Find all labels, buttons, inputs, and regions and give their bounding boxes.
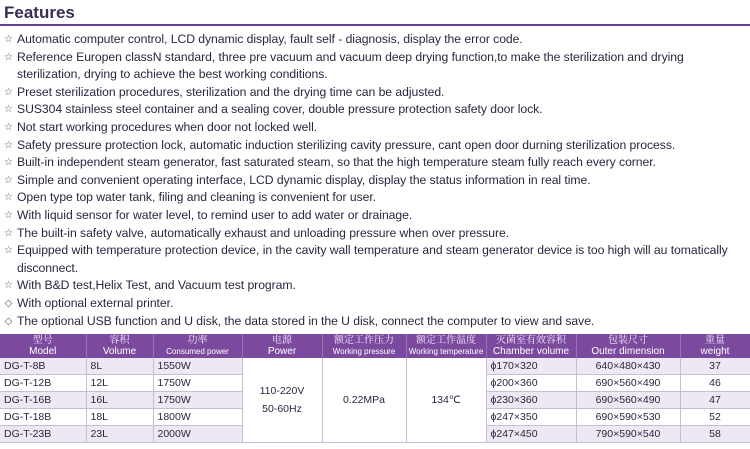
- column-header-power: 电源 Power: [242, 334, 322, 358]
- power-supply-cell: [242, 358, 322, 443]
- feature-text: Simple and convenient operating interface, LCD dynamic display, display the status information in real time.: [17, 172, 591, 187]
- feature-item: [0, 154, 750, 172]
- feature-text: Preset sterilization procedures, sterilization and the drying time can be adjusted.: [17, 84, 445, 99]
- feature-text: Not start working procedures when door not locked well.: [17, 119, 318, 134]
- feature-text: Automatic computer control, LCD dynamic display, fault self - diagnosis, display the error code.: [17, 32, 523, 46]
- consumed-power-cell: 1550W: [153, 358, 242, 375]
- header: [0, 0, 750, 26]
- feature-text: Open type top water tank, filing and cleaning is convenient for user.: [17, 190, 377, 205]
- consumed-power-cell: 2000W: [153, 426, 242, 443]
- power-supply-voltage: 110-220V: [259, 385, 305, 397]
- feature-text: The built-in safety valve, automatically exhaust and unloading pressure when over pressure.: [17, 225, 510, 240]
- feature-item: [0, 189, 750, 207]
- column-header-volume: 容积 Volume: [86, 334, 153, 358]
- consumed-power-cell: 1800W: [153, 409, 242, 426]
- feature-text: Built-in independent steam generator, fast saturated steam, so that the high temperature steam fully reach every corner.: [17, 155, 656, 170]
- feature-item: [0, 295, 750, 313]
- chamber-volume-cell: ϕ247×350: [486, 409, 576, 426]
- star-bullet-icon: ☆: [4, 104, 13, 116]
- column-header-chamber-volume: 灭菌室有效容积 Chamber volume: [486, 334, 576, 358]
- feature-item: [0, 277, 750, 295]
- weight-cell: 46: [680, 375, 750, 392]
- volume-cell: 18L: [86, 409, 153, 426]
- table-row: [0, 358, 750, 375]
- column-header-working-pressure: 额定工作压力 Working pressure: [322, 334, 406, 358]
- feature-text: With liquid sensor for water level, to remind user to add water or drainage.: [17, 207, 413, 222]
- outer-dimension-cell: 640×480×430: [576, 358, 680, 375]
- feature-item: [0, 207, 750, 225]
- model-cell: DG-T-8B: [0, 358, 86, 375]
- column-header-working-temperature: 额定工作温度 Working temperature: [406, 334, 486, 358]
- feature-text: With B&D test,Helix Test, and Vacuum test program.: [17, 278, 296, 293]
- feature-item: [0, 49, 750, 84]
- feature-text: Reference Europen classN standard, three pre vacuum and vacuum deep drying function,to make the sterilization and drying sterilization, drying to achieve the best working conditions.: [17, 49, 684, 82]
- feature-item: [0, 84, 750, 102]
- features-list: [0, 31, 750, 330]
- diamond-bullet-icon: ◇: [4, 315, 13, 327]
- star-bullet-icon: ☆: [4, 139, 13, 151]
- weight-cell: 47: [680, 392, 750, 409]
- column-header-outer-dimension: 包装尺寸 Outer dimension: [576, 334, 680, 358]
- outer-dimension-cell: 690×560×490: [576, 392, 680, 409]
- star-bullet-icon: ☆: [4, 86, 13, 98]
- feature-text: The optional USB function and U disk, the data stored in the U disk, connect the computer to view and save.: [17, 313, 595, 328]
- weight-cell: 58: [680, 426, 750, 443]
- volume-cell: 8L: [86, 358, 153, 375]
- feature-text: Safety pressure protection lock, automatic induction sterilizing cavity pressure, cant open door durning sterilization process.: [17, 137, 676, 152]
- diamond-bullet-icon: ◇: [4, 297, 13, 309]
- outer-dimension-cell: 790×590×540: [576, 426, 680, 443]
- star-bullet-icon: ☆: [4, 227, 13, 239]
- feature-item: [0, 101, 750, 119]
- star-bullet-icon: ☆: [4, 245, 13, 257]
- star-bullet-icon: ☆: [4, 192, 13, 204]
- model-cell: DG-T-23B: [0, 426, 86, 443]
- weight-cell: 52: [680, 409, 750, 426]
- working-temperature-cell: 134℃: [406, 358, 486, 443]
- model-cell: DG-T-12B: [0, 375, 86, 392]
- feature-text: Equipped with temperature protection device, in the cavity wall temperature and steam generator device is too high will au tomatically disconnect.: [17, 243, 728, 275]
- outer-dimension-cell: 690×560×490: [576, 375, 680, 392]
- page-title: Features: [4, 3, 75, 22]
- table-header-row: [0, 334, 750, 358]
- chamber-volume-cell: ϕ230×360: [486, 392, 576, 409]
- chamber-volume-cell: ϕ200×360: [486, 375, 576, 392]
- feature-text: With optional external printer.: [17, 295, 174, 310]
- star-bullet-icon: ☆: [4, 280, 13, 292]
- feature-text: SUS304 stainless steel container and a sealing cover, double pressure protection safety door lock.: [17, 102, 543, 117]
- column-header-weight: 重量 weight: [680, 334, 750, 358]
- weight-cell: 37: [680, 358, 750, 375]
- feature-item: [0, 225, 750, 243]
- feature-item: [0, 137, 750, 155]
- feature-item: [0, 313, 750, 331]
- volume-cell: 16L: [86, 392, 153, 409]
- consumed-power-cell: 1750W: [153, 392, 242, 409]
- volume-cell: 23L: [86, 426, 153, 443]
- star-bullet-icon: ☆: [4, 174, 13, 186]
- feature-item: [0, 242, 750, 277]
- model-cell: DG-T-16B: [0, 392, 86, 409]
- chamber-volume-cell: ϕ170×320: [486, 358, 576, 375]
- column-header-model: 型号 Model: [0, 334, 86, 358]
- spec-table: [0, 334, 750, 443]
- star-bullet-icon: ☆: [4, 51, 13, 63]
- star-bullet-icon: ☆: [4, 34, 13, 45]
- chamber-volume-cell: ϕ247×450: [486, 426, 576, 443]
- power-supply-frequency: 50-60Hz: [262, 403, 302, 415]
- model-cell: DG-T-18B: [0, 409, 86, 426]
- working-pressure-cell: 0.22MPa: [322, 358, 406, 443]
- title-divider: [0, 24, 750, 26]
- volume-cell: 12L: [86, 375, 153, 392]
- star-bullet-icon: ☆: [4, 121, 13, 133]
- consumed-power-cell: 1750W: [153, 375, 242, 392]
- star-bullet-icon: ☆: [4, 209, 13, 221]
- outer-dimension-cell: 690×590×530: [576, 409, 680, 426]
- feature-item: [0, 119, 750, 137]
- star-bullet-icon: ☆: [4, 157, 13, 169]
- column-header-consumed-power: 功率 Consumed power: [153, 334, 242, 358]
- feature-item: [0, 31, 750, 49]
- feature-item: [0, 172, 750, 190]
